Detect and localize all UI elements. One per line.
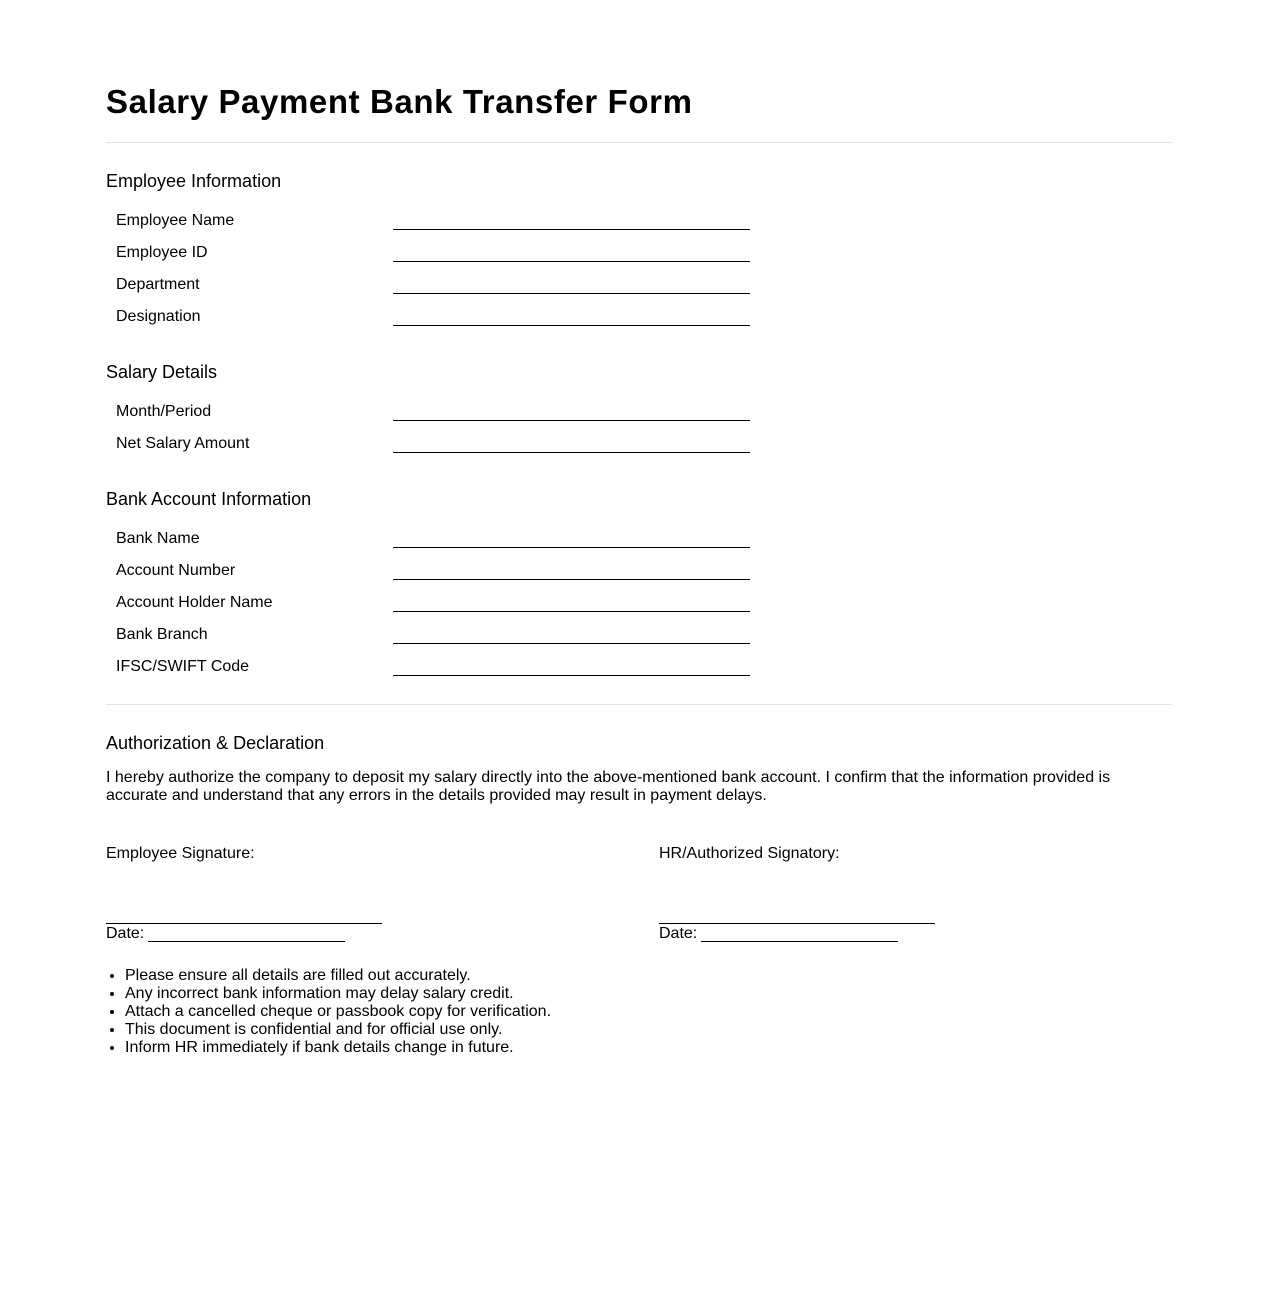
employee-id-row <box>116 241 750 265</box>
bank-name-row <box>116 527 750 551</box>
department-field[interactable] <box>393 293 750 294</box>
bank-section-heading: Bank Account Information <box>106 489 312 509</box>
employee-date-label: Date: <box>106 925 145 942</box>
bank-branch-label: Bank Branch <box>116 626 208 643</box>
net-salary-row <box>116 432 750 456</box>
notes-list <box>106 967 551 1057</box>
bank-name-label: Bank Name <box>116 530 200 547</box>
employee-signature-label: Employee Signature: <box>106 845 255 862</box>
department-label: Department <box>116 276 200 293</box>
title-divider <box>106 142 1172 143</box>
designation-label: Designation <box>116 308 201 325</box>
section-divider <box>106 704 1172 705</box>
employee-id-field[interactable] <box>393 261 750 262</box>
bank-branch-field[interactable] <box>393 643 750 644</box>
authorization-heading: Authorization & Declaration <box>106 733 325 753</box>
hr-date-label: Date: <box>659 925 698 942</box>
department-row <box>116 273 750 297</box>
list-item: • This document is confidential and for official use only. <box>125 1021 551 1039</box>
employee-date-line[interactable] <box>148 941 345 942</box>
employee-name-row <box>116 209 750 233</box>
list-item: • Please ensure all details are filled out accurately. <box>125 967 551 985</box>
bank-branch-row <box>116 623 750 647</box>
declaration-text: I hereby authorize the company to deposit my salary directly into the above-mentioned bank account. I confirm that the information provided is accurate and understand that any errors in the details provided may result in payment delays. <box>106 769 1111 804</box>
list-item: • Any incorrect bank information may delay salary credit. <box>125 985 551 1003</box>
hr-date-line[interactable] <box>701 941 898 942</box>
ifsc-swift-row <box>116 655 750 679</box>
hr-signature-line[interactable] <box>659 923 935 924</box>
net-salary-field[interactable] <box>393 452 750 453</box>
month-period-label: Month/Period <box>116 403 212 420</box>
employee-name-label: Employee Name <box>116 212 235 229</box>
designation-row <box>116 305 750 329</box>
ifsc-swift-label: IFSC/SWIFT Code <box>116 658 250 675</box>
month-period-field[interactable] <box>393 420 750 421</box>
hr-signature-label: HR/Authorized Signatory: <box>659 845 840 862</box>
list-item: • Attach a cancelled cheque or passbook copy for verification. <box>125 1003 551 1021</box>
month-period-row <box>116 400 750 424</box>
form-title: Salary Payment Bank Transfer Form <box>106 83 693 120</box>
account-number-row <box>116 559 750 583</box>
employee-signature-line[interactable] <box>106 923 382 924</box>
bank-name-field[interactable] <box>393 547 750 548</box>
ifsc-swift-field[interactable] <box>393 675 750 676</box>
employee-name-field[interactable] <box>393 229 750 230</box>
salary-section-heading: Salary Details <box>106 362 218 382</box>
account-holder-label: Account Holder Name <box>116 594 273 611</box>
account-holder-field[interactable] <box>393 611 750 612</box>
net-salary-label: Net Salary Amount <box>116 435 250 452</box>
account-number-field[interactable] <box>393 579 750 580</box>
account-holder-row <box>116 591 750 615</box>
designation-field[interactable] <box>393 325 750 326</box>
employee-section-heading: Employee Information <box>106 171 282 191</box>
account-number-label: Account Number <box>116 562 236 579</box>
list-item: • Inform HR immediately if bank details change in future. <box>125 1039 551 1057</box>
employee-id-label: Employee ID <box>116 244 208 261</box>
